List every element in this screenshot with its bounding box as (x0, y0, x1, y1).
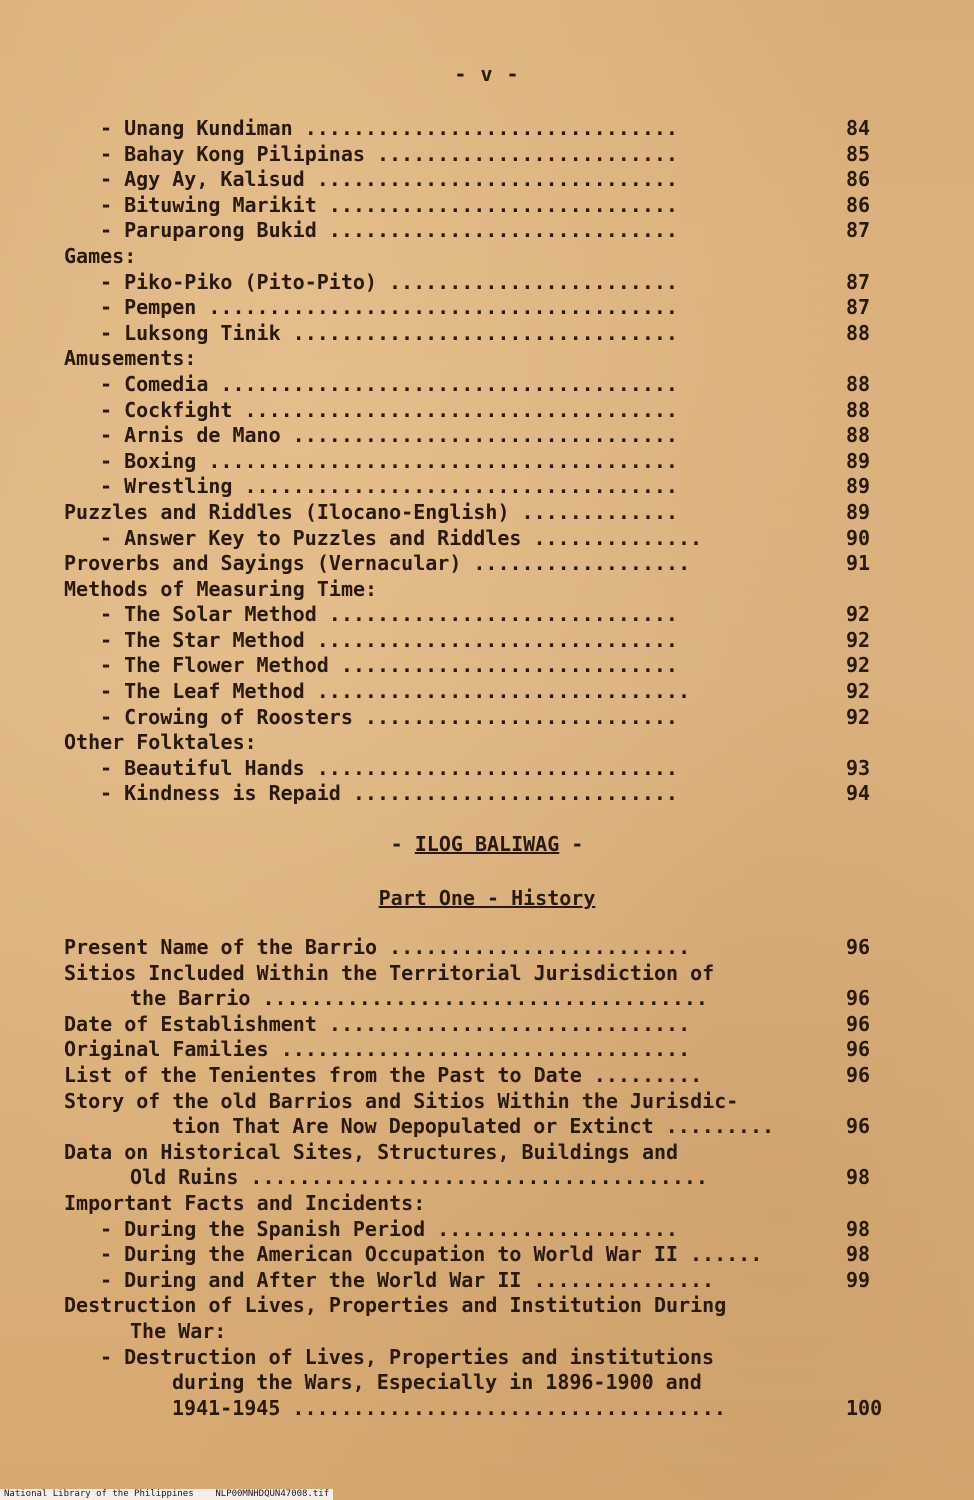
toc-entry-title: Original Families .................................. (64, 1037, 691, 1062)
page-number: - v - (454, 62, 520, 86)
toc-entry (64, 1217, 884, 1243)
toc-entry-title: Story of the old Barrios and Sitios Within the Jurisdic- (64, 1088, 739, 1113)
toc-entry (64, 346, 884, 372)
toc-entry-title: - Kindness is Repaid ........................... (100, 781, 678, 806)
toc-entry-title: Games: (64, 243, 137, 268)
toc-entry-page: 89 (846, 499, 871, 524)
toc-entry-title: - The Star Method .............................. (100, 627, 678, 652)
toc-entry-title: - Boxing ....................................... (100, 448, 678, 473)
toc-entry (64, 679, 884, 705)
toc-entry-title: - Destruction of Lives, Properties and institutions (100, 1344, 715, 1369)
toc-entry-page: 96 (846, 1114, 871, 1139)
toc-entry (64, 986, 884, 1012)
toc-entry-title: Data on Historical Sites, Structures, Buildings and (64, 1139, 679, 1164)
part-heading (0, 886, 974, 910)
toc-entry-title: Puzzles and Riddles (Ilocano-English) ............. (64, 499, 679, 524)
part-heading-text: Part One - History (378, 886, 596, 910)
toc-entry (64, 474, 884, 500)
toc-entry-title: Methods of Measuring Time: (64, 576, 378, 601)
toc-entry (64, 449, 884, 475)
toc-entry-page: 98 (846, 1242, 871, 1267)
toc-entry (64, 1242, 884, 1268)
toc-entry-title: - Bituwing Marikit ............................. (100, 192, 678, 217)
toc-entry-page: 92 (846, 679, 871, 704)
toc-entry-page: 88 (846, 397, 871, 422)
toc-entry (64, 756, 884, 782)
toc-entry-title: - Beautiful Hands .............................. (100, 755, 678, 780)
toc-entry-title: - Luksong Tinik ................................ (100, 320, 678, 345)
toc-entry (64, 526, 884, 552)
toc-entry-page: 86 (846, 192, 871, 217)
toc-section-top (64, 116, 884, 807)
toc-entry (64, 961, 884, 987)
toc-entry-title: - During the American Occupation to World War II ...... (100, 1242, 763, 1267)
toc-entry-page: 96 (846, 986, 871, 1011)
toc-entry (64, 116, 884, 142)
toc-entry-title: - The Flower Method ............................ (100, 653, 678, 678)
toc-entry (64, 1063, 884, 1089)
toc-entry (64, 193, 884, 219)
toc-entry-page: 87 (846, 269, 871, 294)
toc-entry (64, 602, 884, 628)
toc-entry-page: 92 (846, 653, 871, 678)
toc-entry-page: 87 (846, 218, 871, 243)
toc-entry (64, 244, 884, 270)
toc-entry-title: Present Name of the Barrio ......................... (64, 935, 691, 959)
toc-entry (64, 1396, 884, 1422)
toc-entry (64, 1089, 884, 1115)
toc-entry (64, 1012, 884, 1038)
toc-entry-page: 84 (846, 116, 871, 140)
toc-entry-title: - During the Spanish Period .................... (100, 1216, 678, 1241)
toc-entry-title: - Agy Ay, Kalisud .............................. (100, 167, 678, 192)
toc-entry (64, 705, 884, 731)
toc-entry-title: Destruction of Lives, Properties and Institution During (64, 1293, 727, 1318)
toc-entry-page: 96 (846, 1011, 871, 1036)
toc-entry-title: Proverbs and Sayings (Vernacular) .................. (64, 551, 691, 576)
toc-entry-title: List of the Tenientes from the Past to Date ......... (64, 1062, 703, 1087)
toc-entry (64, 653, 884, 679)
toc-entry (64, 1140, 884, 1166)
toc-entry-page: 96 (846, 1037, 871, 1062)
toc-entry (64, 1268, 884, 1294)
toc-entry (64, 781, 884, 807)
barrio-heading-prefix: - (390, 832, 415, 856)
toc-entry-title: Old Ruins ...................................... (130, 1165, 708, 1190)
toc-entry-title: Date of Establishment .............................. (64, 1011, 691, 1036)
toc-entry-title: - The Leaf Method ............................... (100, 679, 691, 704)
toc-entry-page: 89 (846, 474, 871, 499)
toc-entry (64, 142, 884, 168)
toc-entry (64, 295, 884, 321)
toc-entry-title: - Crowing of Roosters .......................... (100, 704, 678, 729)
toc-entry-title: - Piko-Piko (Pito-Pito) ........................ (100, 269, 678, 294)
toc-entry-title: The War: (130, 1318, 227, 1343)
barrio-heading-name: ILOG BALIWAG (414, 832, 560, 856)
toc-entry-title: Other Folktales: (64, 730, 257, 755)
toc-entry-page: 93 (846, 755, 871, 780)
toc-entry (64, 1293, 884, 1319)
toc-entry-title: - The Solar Method ............................. (100, 602, 678, 627)
toc-entry (64, 321, 884, 347)
toc-entry (64, 730, 884, 756)
toc-entry (64, 1114, 884, 1140)
toc-entry-title: - Cockfight .................................... (100, 397, 678, 422)
toc-entry-page: 88 (846, 423, 871, 448)
toc-entry-title: during the Wars, Especially in 1896-1900 and (172, 1370, 702, 1395)
toc-entry-title: Amusements: (64, 346, 197, 371)
toc-entry (64, 270, 884, 296)
toc-entry-page: 85 (846, 141, 871, 166)
toc-section-bottom (64, 935, 884, 1421)
toc-entry-title: the Barrio ..................................... (130, 986, 708, 1011)
toc-entry (64, 628, 884, 654)
toc-entry (64, 218, 884, 244)
toc-entry-page: 89 (846, 448, 871, 473)
toc-entry-page: 91 (846, 551, 871, 576)
toc-entry (64, 551, 884, 577)
toc-entry-page: 90 (846, 525, 871, 550)
toc-entry-page: 87 (846, 295, 871, 320)
toc-entry-page: 88 (846, 320, 871, 345)
toc-entry-page: 86 (846, 167, 871, 192)
toc-entry (64, 1037, 884, 1063)
toc-entry-title: 1941-1945 .................................... (172, 1395, 726, 1420)
toc-entry-page: 96 (846, 1062, 871, 1087)
toc-entry (64, 1165, 884, 1191)
toc-entry-page: 96 (846, 935, 871, 959)
toc-entry-title: tion That Are Now Depopulated or Extinct ......... (172, 1114, 775, 1139)
toc-entry (64, 577, 884, 603)
toc-entry-title: - Wrestling .................................... (100, 474, 678, 499)
toc-entry-page: 92 (846, 627, 871, 652)
toc-entry-page: 98 (846, 1216, 871, 1241)
toc-entry (64, 372, 884, 398)
toc-entry-title: - Bahay Kong Pilipinas ......................... (100, 141, 678, 166)
toc-entry (64, 423, 884, 449)
toc-entry-page: 88 (846, 371, 871, 396)
barrio-heading (0, 832, 974, 856)
toc-entry-title: - Comedia ...................................... (100, 371, 678, 396)
toc-entry-title: - Pempen ....................................... (100, 295, 678, 320)
toc-entry (64, 398, 884, 424)
toc-entry-page: 92 (846, 602, 871, 627)
toc-entry (64, 1319, 884, 1345)
toc-entry (64, 1370, 884, 1396)
toc-entry-page: 94 (846, 781, 871, 806)
scan-footer: National Library of the Philippines NLP00MNHDQUN47008.tif (0, 1489, 333, 1500)
toc-entry (64, 935, 884, 961)
toc-entry (64, 1345, 884, 1371)
toc-entry-title: - Arnis de Mano ................................ (100, 423, 678, 448)
toc-entry-title: - Paruparong Bukid ............................. (100, 218, 678, 243)
toc-entry (64, 500, 884, 526)
barrio-heading-suffix: - (559, 832, 584, 856)
toc-entry (64, 1191, 884, 1217)
toc-entry-page: 100 (846, 1395, 883, 1420)
toc-entry-title: - Answer Key to Puzzles and Riddles .............. (100, 525, 703, 550)
toc-entry-page: 99 (846, 1267, 871, 1292)
toc-entry-page: 92 (846, 704, 871, 729)
toc-entry-page: 98 (846, 1165, 871, 1190)
toc-entry-title: - During and After the World War II ............... (100, 1267, 715, 1292)
toc-entry-title: - Unang Kundiman ............................... (100, 116, 678, 140)
toc-entry-title: Important Facts and Incidents: (64, 1190, 426, 1215)
toc-entry (64, 167, 884, 193)
toc-entry-title: Sitios Included Within the Territorial Jurisdiction of (64, 960, 715, 985)
